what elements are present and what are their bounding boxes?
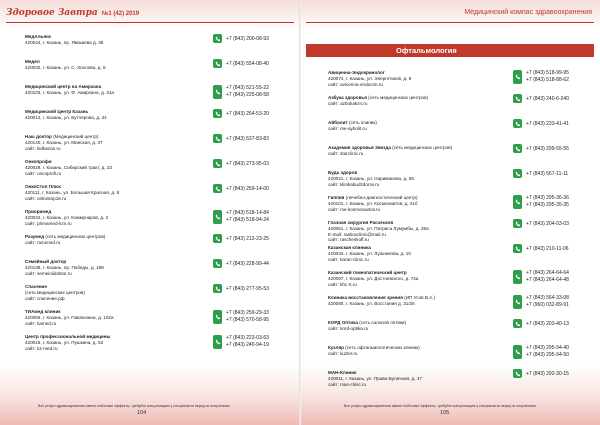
entry-phones (513, 70, 569, 84)
entry-contact-link[interactable]: сайт: kz-med.ru (25, 345, 58, 351)
entry-name-text: Айболит (328, 120, 348, 125)
entry-name-text: Медицинский Центр Казань (25, 109, 89, 114)
entry-phones (213, 210, 269, 224)
entry-contact-link[interactable]: сайт: me-aybolit.ru (328, 125, 367, 131)
entry-phones (213, 285, 269, 292)
entry-name-text: Казанская клиника (328, 245, 371, 250)
listing-entry (326, 243, 594, 268)
phone-icon (513, 94, 522, 103)
phone-number[interactable]: +7 (843) 228-99-44 (226, 260, 269, 267)
entry-address: 420034, г. Казань, ул. Коммунаров, д. 2 (25, 214, 109, 220)
entry-note: (ИП Усов В.А.) (402, 295, 436, 300)
entry-name-text: Глазная хирургия Расческов (328, 220, 394, 225)
listing-entry (326, 343, 594, 368)
entry-info (328, 70, 513, 87)
entry-info (328, 170, 513, 187)
entry-address: 420034, г. Казань, ул. Лушникова, д. 10 (328, 250, 411, 256)
listing-entry (8, 132, 298, 157)
listing-entry (326, 118, 594, 143)
entry-phones (213, 310, 269, 324)
listing-entry (8, 307, 298, 332)
phone-icon (213, 184, 222, 193)
entry-name-text: Казанский гомеопатический центр (328, 270, 407, 275)
phone-icon (513, 195, 522, 209)
phone-number[interactable]: +7 (843) 200-08-93 (226, 35, 269, 42)
phone-number[interactable]: +7 (843) 521-55-22 (226, 85, 269, 91)
entry-phones (213, 185, 269, 192)
entry-name-text: Будь здоров (328, 170, 358, 175)
listing-entry (326, 293, 594, 318)
entry-contact-link[interactable]: сайт: tiamed.ru (25, 320, 57, 326)
phone-number[interactable]: +7 (843) 295-94-50 (526, 352, 569, 358)
magazine-name: Здоровое Завтра (6, 8, 98, 18)
entry-contact-link[interactable]: сайт: razumed.ru (25, 239, 61, 245)
phone-number[interactable]: +7 (843) 564-33-08 (526, 295, 569, 301)
magazine-title (6, 8, 139, 18)
section-title: Медицинский компас здравоохранения (464, 9, 592, 16)
entry-phones (513, 120, 569, 127)
entry-note: (сеть салонов оптики) (357, 320, 407, 325)
entry-address: (сеть медицинских центров) (25, 289, 85, 295)
listing-entry (326, 368, 594, 393)
entry-address: 420029, г. Казань, Сибирский тракт, д. 23 (25, 164, 112, 170)
entry-info (25, 209, 215, 226)
phone-icon (513, 70, 522, 84)
phone-icon (213, 134, 222, 143)
header-rule-left (6, 22, 294, 23)
entry-info (25, 259, 215, 276)
listing-entry (8, 57, 298, 82)
entry-info (328, 270, 513, 287)
listing-entry (8, 32, 298, 57)
listing-entry (8, 107, 298, 132)
entry-name-text: МедАльянс (25, 34, 52, 39)
entry-contact-link[interactable]: сайт: onkostop16.ru (25, 195, 67, 201)
entry-phones (213, 35, 269, 42)
entry-phones (513, 270, 569, 284)
entry-note: (сеть клиник) (347, 120, 377, 125)
phone-number[interactable]: +7 (843) 212-23-25 (226, 235, 269, 242)
entry-address: 420021, г. Казань, ул. Нариманова, д. 65 (328, 175, 414, 181)
listing-entry (326, 318, 594, 343)
entry-info (328, 370, 513, 387)
entry-phones (213, 85, 269, 99)
entry-note: (сеть медицинских центров) (366, 95, 429, 100)
phone-icon (513, 169, 522, 178)
entry-contact-link[interactable]: сайт: semeiniidoktor.ru (25, 270, 72, 276)
phone-number[interactable]: +7 (843) 295-94-40 (526, 345, 569, 351)
phone-icon (213, 284, 222, 293)
entry-name-text: Академия здоровья Звезда (328, 145, 391, 150)
entry-info (328, 95, 513, 107)
phone-icon (213, 109, 222, 118)
entry-info (25, 159, 215, 176)
phone-number[interactable]: +7 (843) 518-88-62 (526, 77, 569, 83)
entry-note: (сеть офтальмологических клиник) (343, 345, 420, 350)
entry-address: 420015, г. Казань, ул. Пушкина, д. 52 (25, 339, 104, 345)
phone-number[interactable]: +7 (843) 277-95-53 (226, 285, 269, 292)
entry-contact-link[interactable]: сайт: avicenna-endocrin.ru (328, 81, 383, 87)
entry-phones (213, 135, 269, 142)
entry-contact-link[interactable]: сайт: azbukakzn.ru (328, 100, 368, 106)
entry-contact-link[interactable]: сайт: kord-optika.ru (328, 325, 369, 331)
section-bar-ophthalmology: Офтальмология (306, 44, 594, 57)
phone-icon (213, 234, 222, 243)
phone-number[interactable]: +7 (843) 570-58-95 (226, 317, 269, 323)
entry-info (25, 34, 215, 46)
listing-entry (8, 282, 298, 307)
entry-info (328, 145, 513, 157)
entry-contact-link[interactable]: сайт: me-kosmonavtov.ru (328, 206, 381, 212)
entry-name-text: МАН-Клиник (328, 370, 357, 375)
phone-number[interactable]: +7 (843) 264-64-48 (526, 277, 569, 283)
entry-name-text: Спасение (25, 284, 47, 289)
phone-icon (513, 244, 522, 253)
page-number-right: 105 (440, 410, 450, 416)
entry-contact-link[interactable]: сайт: спасение.рф (25, 295, 65, 301)
entry-contact-link[interactable]: сайт: primamed-kzn.ru (25, 220, 72, 226)
entry-address: 420059, г. Казань, ул. Павлюхина, д. 102а (25, 314, 114, 320)
phone-icon (213, 259, 222, 268)
listing-entry (8, 182, 298, 207)
listing-entry (8, 257, 298, 282)
entry-address: 420138, г. Казань, пр. Победы, д. 188 (25, 264, 104, 270)
entry-name-text: Гиппия (328, 195, 345, 200)
entry-name-text: Авиценна-Эндокринолог (328, 70, 385, 75)
entry-info (328, 295, 513, 307)
page-spine (299, 0, 301, 425)
entry-address: 420080, г. Казань, ул. Восстания д. 31/26 (328, 300, 415, 306)
entry-info (328, 245, 513, 262)
phone-icon (213, 310, 222, 324)
entry-address: 420097, г. Казань, ул. Достоевского, д. 74а (328, 275, 419, 281)
entry-phones (213, 260, 269, 267)
phone-icon (213, 59, 222, 68)
phone-icon (513, 319, 522, 328)
entry-name-text: Медицинский центр на Амирхана (25, 84, 102, 89)
listing-entry (326, 93, 594, 118)
entry-phones (513, 245, 569, 252)
issue-number: №1 (42) 2019 (101, 11, 140, 17)
phone-icon (513, 119, 522, 128)
listing-entry (326, 143, 594, 168)
entry-note: (сеть медицинских центров) (44, 234, 106, 239)
entry-address: 420011, г. Казань, ул. Право-Булачная, д. 47 (328, 375, 422, 381)
entry-info (25, 309, 215, 326)
entry-contact-link[interactable]: сайт: rascheskoff.ru (328, 237, 369, 243)
phone-icon (213, 335, 222, 349)
entry-contact-link[interactable]: сайт: oncoprofi.ru (25, 170, 62, 176)
entry-phones (513, 320, 569, 327)
page-number-left: 104 (137, 410, 147, 416)
entry-info (328, 220, 513, 243)
phone-number[interactable]: +7 (843) 225-08-58 (226, 92, 269, 98)
listing-entry (8, 232, 298, 257)
phone-number[interactable]: +7 (843) 518-94-24 (226, 217, 269, 223)
entry-contact-link[interactable]: сайт: kuzler.ru (328, 350, 358, 356)
phone-icon (213, 159, 222, 168)
entry-info (25, 109, 215, 121)
phone-number[interactable]: +7 (843) 518-14-84 (226, 210, 269, 216)
listing-entry (326, 218, 594, 243)
entry-name-text: ТИАмед клиник (25, 309, 61, 314)
entry-phones (213, 110, 269, 117)
listing-entry (8, 207, 298, 232)
entry-info (25, 284, 215, 301)
entry-phones (213, 235, 269, 242)
entry-phones (513, 195, 569, 209)
entry-address: 420111, г. Казань, ул. Большая Красная, д. 8 (25, 189, 120, 195)
entry-info (328, 345, 513, 357)
entry-name-text: Клиника восстановления зрения (328, 295, 403, 300)
entry-info (25, 59, 215, 71)
entry-info (25, 184, 215, 201)
entry-name-text: ОнкоСтоп Плюс (25, 184, 62, 189)
entry-phones (513, 345, 569, 359)
right-page-listing (326, 68, 594, 393)
phone-number[interactable]: +7 (843) 204-03-03 (526, 220, 569, 227)
entry-note: (сеть медицинских центров) (390, 145, 453, 150)
entry-info (328, 320, 513, 332)
entry-info (328, 195, 513, 212)
header-rule-right (306, 22, 594, 23)
entry-note: (Медицинский центр) (51, 134, 99, 139)
phone-number[interactable]: +7 (843) 264-64-64 (526, 270, 569, 276)
phone-number[interactable]: +7 (843) 259-29-33 (226, 310, 269, 316)
phone-number[interactable]: +7 (843) 240-6-240 (526, 95, 569, 102)
listing-entry (8, 82, 298, 107)
phone-number[interactable]: +7 (843) 292-30-15 (526, 370, 569, 377)
listing-entry (326, 168, 594, 193)
phone-icon (513, 295, 522, 309)
entry-phones (513, 145, 569, 152)
entry-address: 420103, г. Казань, ул. Ф. Амирхана, д. 31а (25, 89, 114, 95)
entry-phones (513, 295, 569, 309)
phone-icon (513, 270, 522, 284)
phone-number[interactable]: +7 (843) 295-36-36 (526, 195, 569, 201)
phone-number[interactable]: +7 (843) 273-95-03 (226, 160, 269, 167)
listing-entry (326, 193, 594, 218)
entry-note: (лечебно-диагностический центр) (344, 195, 418, 200)
entry-contact-link[interactable]: сайт: karan-clinic.ru (328, 256, 369, 262)
entry-name-text: Кузляр (328, 345, 344, 350)
entry-name-text: Онкопрофи (25, 159, 52, 164)
left-page-listing (8, 32, 298, 357)
phone-icon (513, 144, 522, 153)
entry-address: 420074, г. Казань, ул. Энергетиков, д. 9 (328, 75, 412, 81)
phone-icon (213, 34, 222, 43)
entry-phones (213, 60, 269, 67)
phone-number[interactable]: +7 (843) 233-41-41 (526, 120, 569, 127)
entry-contact-link[interactable]: сайт: khc-rt.ru (328, 281, 357, 287)
entry-name-text: Центр профессиональной медицины (25, 334, 111, 339)
phone-number[interactable]: +7 (843) 240-94-19 (226, 342, 269, 348)
phone-icon (513, 219, 522, 228)
entry-address: 420061, г. Казань, ул. Патриса Лумумбы, д. 28а (328, 225, 429, 231)
entry-address: 420101, г. Казань, ул. Космонавтов, д. 41б (328, 200, 418, 206)
entry-contact-link[interactable]: сайт: klinikabudzdorov.ru (328, 181, 380, 187)
phone-number[interactable]: +7 (843) 295-35-35 (526, 202, 569, 208)
phone-number[interactable]: +7 (843) 299-55-55 (526, 145, 569, 152)
listing-entry (8, 157, 298, 182)
phone-number[interactable]: +7 (843) 567-11-11 (526, 170, 569, 177)
entry-phones (213, 160, 269, 167)
phone-number[interactable]: +7 (843) 259-14-00 (226, 185, 269, 192)
entry-address: 420044, г. Казань, пр. Ямашева д. 36 (25, 39, 104, 45)
phone-number[interactable]: +7 (843) 264-53-20 (226, 110, 269, 117)
entry-address: 420012, г. Казань, ул. Бутлерова, д. 44 (25, 114, 107, 120)
entry-name-text: Медел (25, 59, 40, 64)
entry-contact-link[interactable]: сайт: kidkazan.ru (25, 145, 61, 151)
entry-name-text: Азбука здоровья (328, 95, 367, 100)
phone-number[interactable]: +7 (843) 210-11-06 (526, 245, 569, 252)
entry-name-text: Приоримед (25, 209, 52, 214)
entry-phones (513, 220, 569, 227)
entry-phones (513, 95, 569, 102)
entry-info (25, 334, 215, 351)
entry-info (25, 84, 215, 96)
entry-name-text: Разумед (25, 234, 45, 239)
phone-number[interactable]: +7 (843) 203-40-13 (526, 320, 569, 327)
entry-info (25, 234, 215, 246)
phone-number[interactable]: +7 (843) 518-99-95 (526, 70, 569, 76)
phone-icon (213, 210, 222, 224)
entry-phones (513, 170, 568, 177)
phone-icon (513, 345, 522, 359)
phone-number[interactable]: +7 (843) 537-83-83 (226, 135, 269, 142)
entry-phones (213, 335, 269, 349)
entry-name-text: Наш доктор (25, 134, 52, 139)
phone-icon (513, 369, 522, 378)
phone-number[interactable]: +7 (960) 032-89-91 (526, 302, 569, 308)
footer-disclaimer-left: Все услуги здравоохранения имеют побочные эффекты, требуйте консультацию у специалиста перед их получением (38, 404, 230, 408)
entry-info (25, 134, 215, 151)
phone-number[interactable]: +7 (843) 554-08-40 (226, 60, 269, 67)
entry-contact-link[interactable]: сайт: starclinic.ru (328, 150, 364, 156)
entry-address: 420140, г. Казань, ул. Минская, д. 37 (25, 139, 103, 145)
entry-phones (513, 370, 569, 377)
entry-contact-link[interactable]: сайт: man-clinic.ru (328, 381, 367, 387)
entry-contact-link[interactable]: E-mail: raskovclinic@mail.ru (328, 231, 386, 237)
entry-name-text: КОРД Оптика (328, 320, 358, 325)
entry-info (328, 120, 513, 132)
footer-disclaimer-right: Все услуги здравоохранения имеют побочные эффекты, требуйте консультацию у специалиста перед их получением (344, 404, 536, 408)
phone-icon (213, 85, 222, 99)
listing-entry (8, 332, 298, 357)
listing-entry (326, 268, 594, 293)
listing-entry (326, 68, 594, 93)
entry-name-text: Семейный доктор (25, 259, 67, 264)
entry-address: 420032, г. Казань, ул. С. Хохлова, д. 5 (25, 64, 106, 70)
phone-number[interactable]: +7 (843) 223-03-63 (226, 335, 269, 341)
